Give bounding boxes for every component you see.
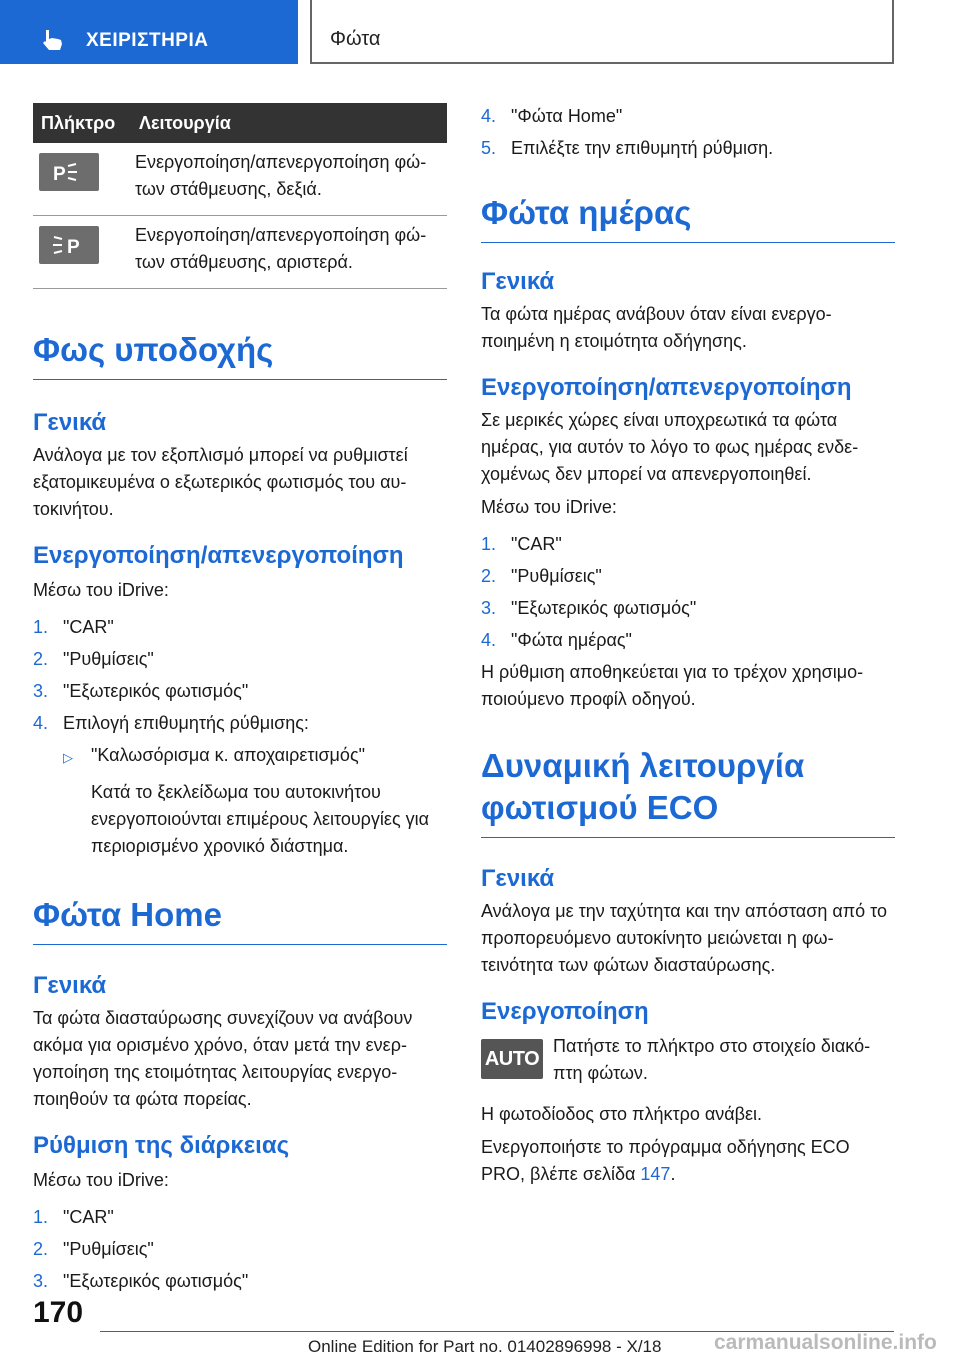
subsection-heading: Γενικά bbox=[33, 972, 107, 999]
table-header-key: Πλήκτρο bbox=[33, 103, 135, 143]
list-item: 2. "Ρυθμίσεις" bbox=[481, 566, 602, 586]
table-cell-text: Ενεργοποίηση/απενεργοποίηση φώ-των στάθμευσης, αριστερά. bbox=[135, 216, 447, 289]
section-heading: Φώτα Home bbox=[33, 894, 447, 945]
subsection-heading: Γενικά bbox=[481, 268, 555, 295]
section-heading-line2: φωτισμού ECO bbox=[481, 787, 895, 838]
key-function-table bbox=[33, 103, 447, 289]
section-heading: Δυναμική λειτουργία bbox=[481, 747, 805, 784]
table-row bbox=[33, 143, 447, 216]
paragraph: Μέσω του iDrive: bbox=[33, 1170, 169, 1190]
steps-list bbox=[33, 614, 447, 737]
list-item: 1. "CAR" bbox=[481, 534, 562, 554]
list-item: 4. "Φώτα ημέρας" bbox=[481, 630, 632, 650]
paragraph: Η φωτοδίοδος στο πλήκτρο ανάβει. bbox=[481, 1104, 763, 1124]
list-item: 3. "Εξωτερικός φωτισμός" bbox=[481, 598, 697, 618]
table-cell-text: Ενεργοποίηση/απενεργοποίηση φώ-των στάθμευσης, δεξιά. bbox=[135, 143, 447, 216]
paragraph: Τα φώτα ημέρας ανάβουν όταν είναι ενεργο-ποιημένη η ετοιμότητα οδήγησης. bbox=[481, 304, 832, 351]
page-number: 170 bbox=[33, 1296, 84, 1329]
table-header-function: Λειτουργία bbox=[135, 103, 447, 143]
triangle-bullet-icon: ▷ bbox=[63, 750, 73, 765]
section-header bbox=[310, 0, 894, 64]
subsection-heading: Ενεργοποίηση/απενεργοποίηση bbox=[33, 542, 404, 569]
list-item: 5. Επιλέξτε την επιθυμητή ρύθμιση. bbox=[481, 138, 774, 158]
steps-list bbox=[481, 531, 895, 654]
right-column bbox=[481, 103, 895, 1188]
paragraph: Πατήστε το πλήκτρο στο στοιχείο διακό-πτη φώτων. bbox=[553, 1036, 871, 1083]
section-heading: Φως υποδοχής bbox=[33, 329, 447, 380]
paragraph: Ανάλογα με τον εξοπλισμό μπορεί να ρυθμιστεί εξατομικευμένα ο εξωτερικός φωτισμός του αυ-τοκινήτου. bbox=[33, 445, 408, 519]
parking-light-right-icon bbox=[39, 153, 99, 191]
svg-text:P: P bbox=[53, 164, 66, 184]
subsection-heading: Ενεργοποίηση bbox=[481, 998, 649, 1025]
watermark: carmanualsonline.info bbox=[714, 1331, 937, 1354]
header-brand-bar bbox=[0, 0, 298, 64]
left-column bbox=[33, 103, 447, 1300]
sub-item-text: Κατά το ξεκλείδωμα του αυτοκινήτου ενεργοποιούνται επιμέρους λειτουργίες για περιορισμένο χρονικό διάστημα. bbox=[91, 782, 430, 856]
table-row bbox=[33, 216, 447, 289]
subsection-heading: Ενεργοποίηση/απενεργοποίηση bbox=[481, 374, 852, 401]
steps-list-continued bbox=[481, 103, 895, 162]
paragraph: Ανάλογα με την ταχύτητα και την απόσταση από το προπορευόμενο αυτοκίνητο μειώνεται η φω-τεινότητα των φώτων διασταύρωσης. bbox=[481, 901, 888, 975]
paragraph: Μέσω του iDrive: bbox=[481, 497, 617, 517]
edition-text: Online Edition for Part no. 01402896998 - X/18 bbox=[308, 1337, 662, 1356]
list-item: 4. "Φώτα Home" bbox=[481, 106, 623, 126]
paragraph: Σε μερικές χώρες είναι υποχρεωτικά τα φώτα ημέρας, για αυτόν το λόγο το φως ημέρας ενδε-χομένως δεν μπορεί να απενεργοποιηθεί. bbox=[481, 410, 859, 484]
paragraph: Ενεργοποιήστε το πρόγραμμα οδήγησης ECO PRO, βλέπε σελίδα 147. bbox=[481, 1137, 850, 1184]
section-heading: Φώτα ημέρας bbox=[481, 192, 895, 243]
list-item: 4. Επιλογή επιθυμητής ρύθμισης: bbox=[33, 713, 309, 733]
page-reference-link[interactable]: 147 bbox=[640, 1164, 671, 1184]
paragraph: Μέσω του iDrive: bbox=[33, 580, 169, 600]
list-item: 1. "CAR" bbox=[33, 1207, 114, 1227]
subsection-heading: Γενικά bbox=[481, 865, 555, 892]
section-title: Φώτα bbox=[330, 28, 381, 50]
list-item: 3. "Εξωτερικός φωτισμός" bbox=[33, 681, 249, 701]
hand-pointer-icon bbox=[40, 28, 66, 52]
paragraph: Τα φώτα διασταύρωσης συνεχίζουν να ανάβουν ακόμα για ορισμένο χρόνο, όταν μετά την ενερ-γοποίηση της ετοιμότητας λειτουργίας ενεργο-ποιηθούν τα φώτα πορείας. bbox=[33, 1008, 413, 1109]
button-instruction bbox=[481, 1036, 895, 1087]
steps-list bbox=[33, 1204, 447, 1295]
list-item: 3. "Εξωτερικός φωτισμός" bbox=[33, 1271, 249, 1291]
chapter-label: ΧΕΙΡΙΣΤΗΡΙΑ bbox=[86, 30, 209, 51]
subsection-heading: Γενικά bbox=[33, 409, 107, 436]
svg-text:P: P bbox=[67, 237, 80, 257]
auto-button-icon: AUTO bbox=[481, 1039, 543, 1079]
paragraph: Η ρύθμιση αποθηκεύεται για το τρέχον χρησιμο-ποιούμενο προφίλ οδηγού. bbox=[481, 662, 864, 709]
list-item: 2. "Ρυθμίσεις" bbox=[33, 649, 154, 669]
list-item: 1. "CAR" bbox=[33, 617, 114, 637]
subsection-heading: Ρύθμιση της διάρκειας bbox=[33, 1132, 290, 1159]
sub-list-item: ▷ "Καλωσόρισμα κ. αποχαιρετισμός" bbox=[63, 742, 447, 771]
list-item: 2. "Ρυθμίσεις" bbox=[33, 1239, 154, 1259]
parking-light-left-icon bbox=[39, 226, 99, 264]
